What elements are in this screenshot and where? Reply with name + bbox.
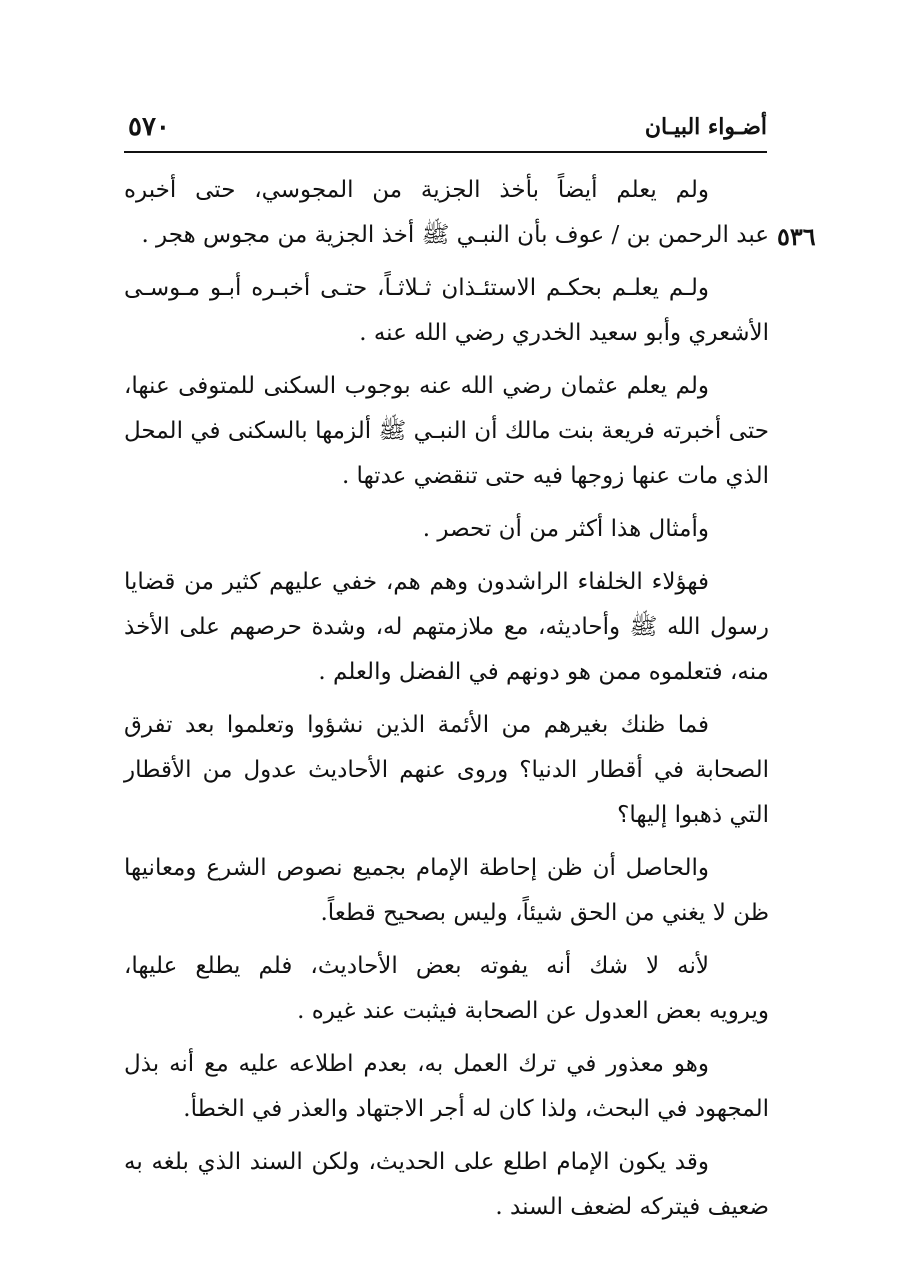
paragraph — [124, 1140, 769, 1230]
text-line: ولـم يعلـم بحكـم الاستئـذان ثـلاثـاً، حتـى أخبـره أبـو مـوسـى — [124, 275, 709, 301]
text-line: والحاصل أن ظن إحاطة الإمام بجميع نصوص الشرع ومعانيها — [124, 855, 709, 881]
paragraph — [124, 168, 769, 258]
text-line: رسول الله ﷺ وأحاديثه، مع ملازمتهم له، وشدة حرصهم على الأخذ — [124, 614, 769, 640]
text-line: فهؤلاء الخلفاء الراشدون وهم هم، خفي عليهم كثير من قضايا — [124, 569, 709, 595]
page-number: ٥٧٠ — [128, 112, 170, 142]
paragraph — [124, 703, 769, 838]
text-line: منه، فتعلموه ممن هو دونهم في الفضل والعلم . — [318, 659, 769, 685]
text-line: الذي مات عنها زوجها فيه حتى تنقضي عدتها . — [341, 463, 769, 489]
margin-page-reference: ٥٣٦ — [777, 222, 816, 251]
body-text — [124, 168, 769, 1238]
text-line: ظن لا يغني من الحق شيئاً، وليس بصحيح قطعاً. — [320, 900, 769, 926]
text-line: وقد يكون الإمام اطلع على الحديث، ولكن السند الذي بلغه به — [124, 1149, 709, 1175]
paragraph — [124, 1042, 769, 1132]
text-line: الصحابة في أقطار الدنيا؟ وروى عنهم الأحاديث عدول من الأقطار — [124, 757, 769, 783]
paragraph — [124, 364, 769, 499]
text-line: وأمثال هذا أكثر من أن تحصر . — [422, 516, 709, 542]
text-line: حتى أخبرته فريعة بنت مالك أن النبـي ﷺ ألزمها بالسكنى في المحل — [124, 418, 769, 444]
text-line: فما ظنك بغيرهم من الأئمة الذين نشؤوا وتعلموا بعد تفرق — [124, 712, 709, 738]
paragraph — [124, 560, 769, 695]
header-divider — [124, 151, 767, 153]
paragraph — [124, 266, 769, 356]
text-line: ولم يعلم عثمان رضي الله عنه بوجوب السكنى للمتوفى عنها، — [124, 373, 709, 399]
text-line: لأنه لا شك أنه يفوته بعض الأحاديث، فلم يطلع عليها، — [124, 953, 709, 979]
text-line: ضعيف فيتركه لضعف السند . — [495, 1194, 769, 1220]
text-line: ويرويه بعض العدول عن الصحابة فيثبت عند غيره . — [297, 998, 769, 1024]
text-line: الأشعري وأبو سعيد الخدري رضي الله عنه . — [359, 320, 769, 346]
paragraph — [124, 507, 769, 552]
paragraph — [124, 846, 769, 936]
running-header — [124, 108, 767, 148]
text-line: ولم يعلم أيضاً بأخذ الجزية من المجوسي، حتى أخبره — [124, 177, 709, 203]
text-line: وهو معذور في ترك العمل به، بعدم اطلاعه عليه مع أنه بذل — [124, 1051, 709, 1077]
text-line: المجهود في البحث، ولذا كان له أجر الاجتهاد والعذر في الخطأ. — [183, 1096, 769, 1122]
paragraph — [124, 944, 769, 1034]
running-title: أضـواء البيـان — [644, 114, 767, 140]
text-line: عبد الرحمن بن / عوف بأن النبـي ﷺ أخذ الجزية من مجوس هجر . — [141, 222, 769, 248]
text-line: التي ذهبوا إليها؟ — [617, 802, 769, 828]
